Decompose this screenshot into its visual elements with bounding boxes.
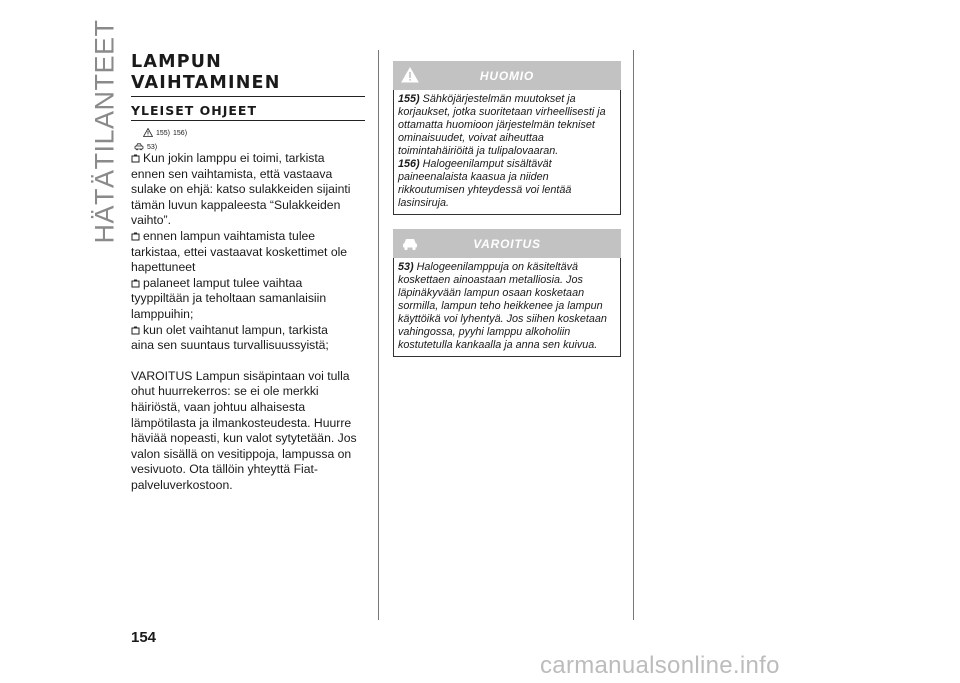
page-heading: LAMPUN VAIHTAMINEN bbox=[131, 52, 281, 93]
warning-triangle-icon bbox=[401, 67, 419, 83]
varoitus-box-body bbox=[393, 258, 621, 357]
list-item: palaneet lamput tulee vaihtaa tyyppiltään ja teholtaan samanlaisiin lamppuihin; bbox=[131, 275, 327, 321]
list-item: kun olet vaihtanut lampun, tarkista aina sen suuntaus turvallisuussyistä; bbox=[131, 322, 329, 353]
car-service-icon bbox=[134, 142, 144, 151]
subheading: YLEISET OHJEET bbox=[131, 103, 257, 118]
notice-paragraph: VAROITUS Lampun sisäpintaan voi tulla ohut huurrekerros: se ei ole merkki häiriöstä, vaan johtuu alhaisesta lämpötilasta ja ilmankosteudesta. Huurre häviää nopeasti, kun valot sytytetään. Jos valon sisällä on vesitippoja, lampussa on vesivuoto. Ota tällöin yhteyttä Fiat-palveluverkostoon. bbox=[131, 368, 357, 492]
footer-watermark: carmanualsonline.info bbox=[540, 652, 780, 679]
huomio-box bbox=[393, 61, 621, 215]
varoitus-box bbox=[393, 229, 621, 357]
huomio-title: HUOMIO bbox=[479, 68, 535, 83]
huomio-box-header bbox=[393, 61, 621, 90]
section-side-title-text: HÄTÄTILANTEET bbox=[89, 18, 120, 244]
varoitus-title: VAROITUS bbox=[473, 236, 541, 251]
huomio-entry: 155) Sähköjärjestelmän muutokset ja korjaukset, jotka suoritetaan virheellisesti ja ottamatta huomioon järjestelmän tekniset ominaisuudet, voivat aiheuttaa toimintahäiriöitä ja tulipalovaaran. bbox=[398, 93, 606, 157]
instructions-list bbox=[131, 151, 366, 493]
column-divider-left bbox=[378, 50, 379, 620]
ref-53: 53) bbox=[147, 144, 158, 151]
list-item: Kun jokin lamppu ei toimi, tarkista ennen sen vaihtamista, että vastaava sulake on ehjä: katso sulakkeiden sijainti tämän luvun kappaleesta “Sulakkeiden vaihto”. bbox=[131, 151, 351, 228]
section-side-title bbox=[70, 18, 140, 244]
varoitus-entry: 53) Halogeenilamppuja on käsiteltävä koskettaen ainoastaan metalliosia. Jos läpinäkyvään lampun osaan kosketaan sormilla, lampun teho heikkenee ja lampun käyttöikä voi lyhentyä. Jos siihen kosketaan vahingossa, pyyhi lamppu alkoholiin kostutetulla kankaalla ja anna sen kuivua. bbox=[398, 261, 607, 351]
page-number: 154 bbox=[131, 629, 157, 646]
warnings-column bbox=[393, 61, 621, 357]
list-item: ennen lampun vaihtamista tulee tarkistaa, ettei vastaavat koskettimet ole hapettuneet bbox=[131, 228, 348, 275]
huomio-box-body bbox=[393, 90, 621, 215]
main-column bbox=[131, 52, 366, 493]
bulb-bullet-icon bbox=[131, 232, 140, 241]
warning-refs-1 bbox=[143, 122, 366, 137]
car-service-icon bbox=[401, 235, 419, 251]
subheading-divider bbox=[131, 120, 365, 121]
bulb-bullet-icon bbox=[131, 279, 140, 288]
varoitus-box-header bbox=[393, 229, 621, 258]
huomio-entry: 156) Halogeenilamput sisältävät paineenalaista kaasua ja niiden rikkoutumisen yhteydessä voi lentää lasinsiruja. bbox=[398, 158, 572, 209]
bulb-bullet-icon bbox=[131, 326, 140, 335]
bulb-bullet-icon bbox=[131, 154, 140, 163]
ref-156: 156) bbox=[173, 130, 188, 137]
warning-refs-2 bbox=[134, 137, 366, 151]
warning-triangle-icon bbox=[143, 128, 153, 137]
heading-divider bbox=[131, 96, 365, 97]
column-divider-right bbox=[633, 50, 634, 620]
ref-155: 155) bbox=[156, 130, 171, 137]
